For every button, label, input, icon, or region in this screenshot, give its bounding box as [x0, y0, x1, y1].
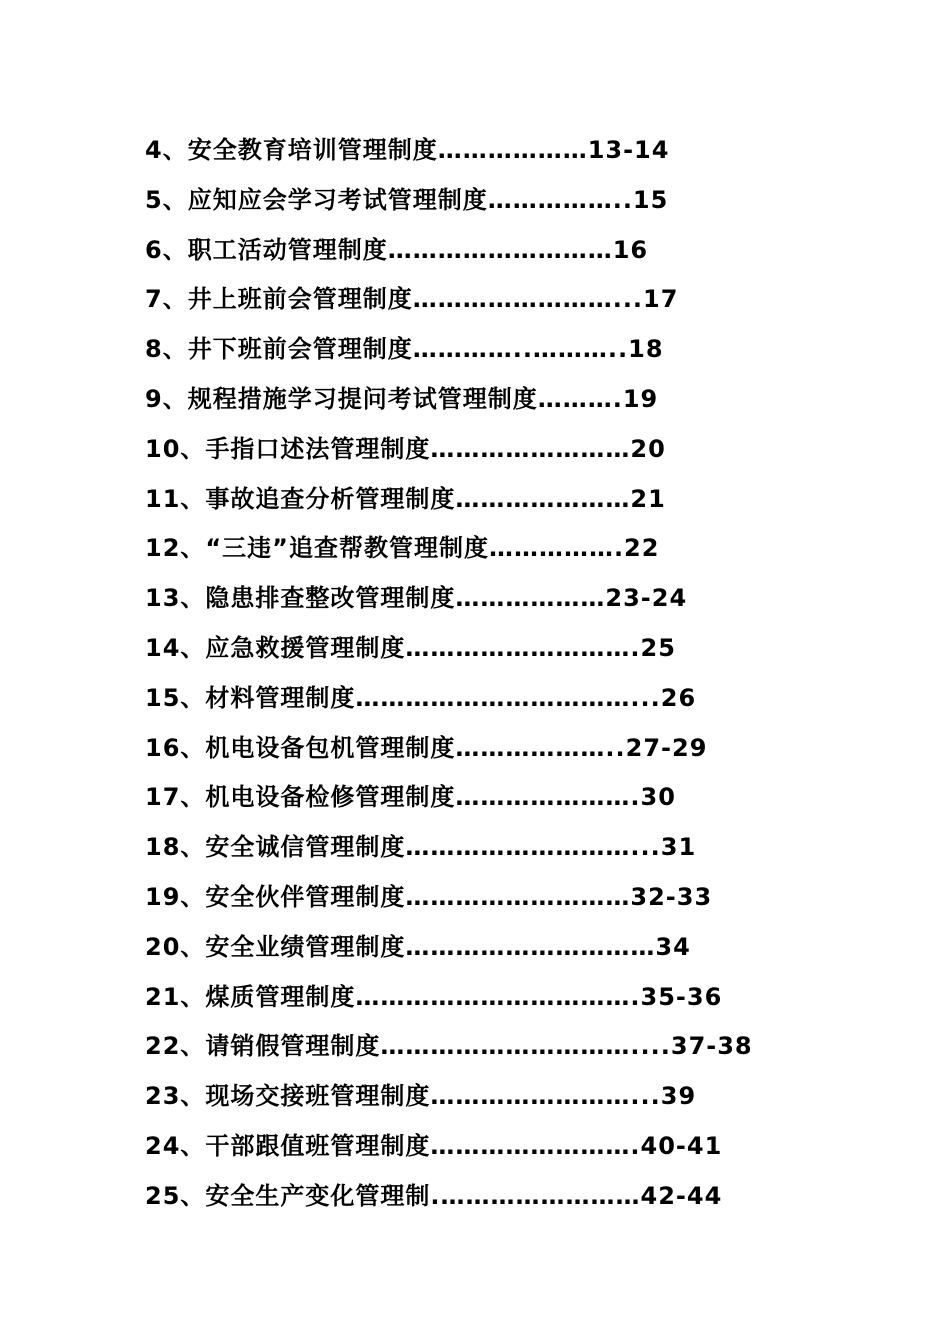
- toc-entry-10: 10、手指口述法管理制度……………………20: [145, 434, 666, 463]
- toc-entry-16: 16、机电设备包机管理制度………………..27-29: [145, 733, 708, 762]
- toc-entry-4: 4、安全教育培训管理制度………………13-14: [145, 136, 670, 164]
- toc-entry-8: 8、井下班前会管理制度…………..………..18: [145, 335, 664, 364]
- toc-entry-13: 13、隐患排查整改管理制度………………23-24: [145, 584, 688, 613]
- toc-entry-17: 17、机电设备检修管理制度………………….30: [145, 783, 676, 812]
- toc-entry-6: 6、职工活动管理制度………………………16: [145, 235, 649, 264]
- toc-entry-12: 12、“三违”追查帮教管理制度…………….22: [145, 534, 660, 563]
- toc-entry-24: 24、干部跟值班管理制度…………………….40-41: [145, 1131, 723, 1160]
- toc-entry-22: 22、请销假管理制度…………………………....37-38: [145, 1032, 753, 1061]
- toc-entry-18: 18、安全诚信管理制度………………………...31: [145, 833, 697, 862]
- toc-entry-20: 20、安全业绩管理制度…………………………34: [145, 932, 691, 961]
- toc-entry-23: 23、现场交接班管理制度……………………...39: [145, 1082, 697, 1111]
- toc-entry-14: 14、应急救援管理制度……………………….25: [145, 633, 676, 662]
- table-of-contents: [145, 126, 865, 1222]
- toc-entry-5: 5、应知应会学习考试管理制度……………..15: [145, 185, 669, 214]
- toc-entry-19: 19、安全伙伴管理制度………………………32-33: [145, 882, 713, 911]
- toc-entry-21: 21、煤质管理制度…………………………….35-36: [145, 982, 723, 1011]
- toc-entry-11: 11、事故追查分析管理制度…………………21: [145, 484, 666, 513]
- toc-entry-25: 25、安全生产变化管理制.……………………42-44: [145, 1181, 723, 1210]
- toc-entry-15: 15、材料管理制度……………………………...26: [145, 683, 697, 712]
- toc-entry-7: 7、井上班前会管理制度……………………...17: [145, 285, 679, 314]
- toc-entry-9: 9、规程措施学习提问考试管理制度……….19: [145, 384, 659, 413]
